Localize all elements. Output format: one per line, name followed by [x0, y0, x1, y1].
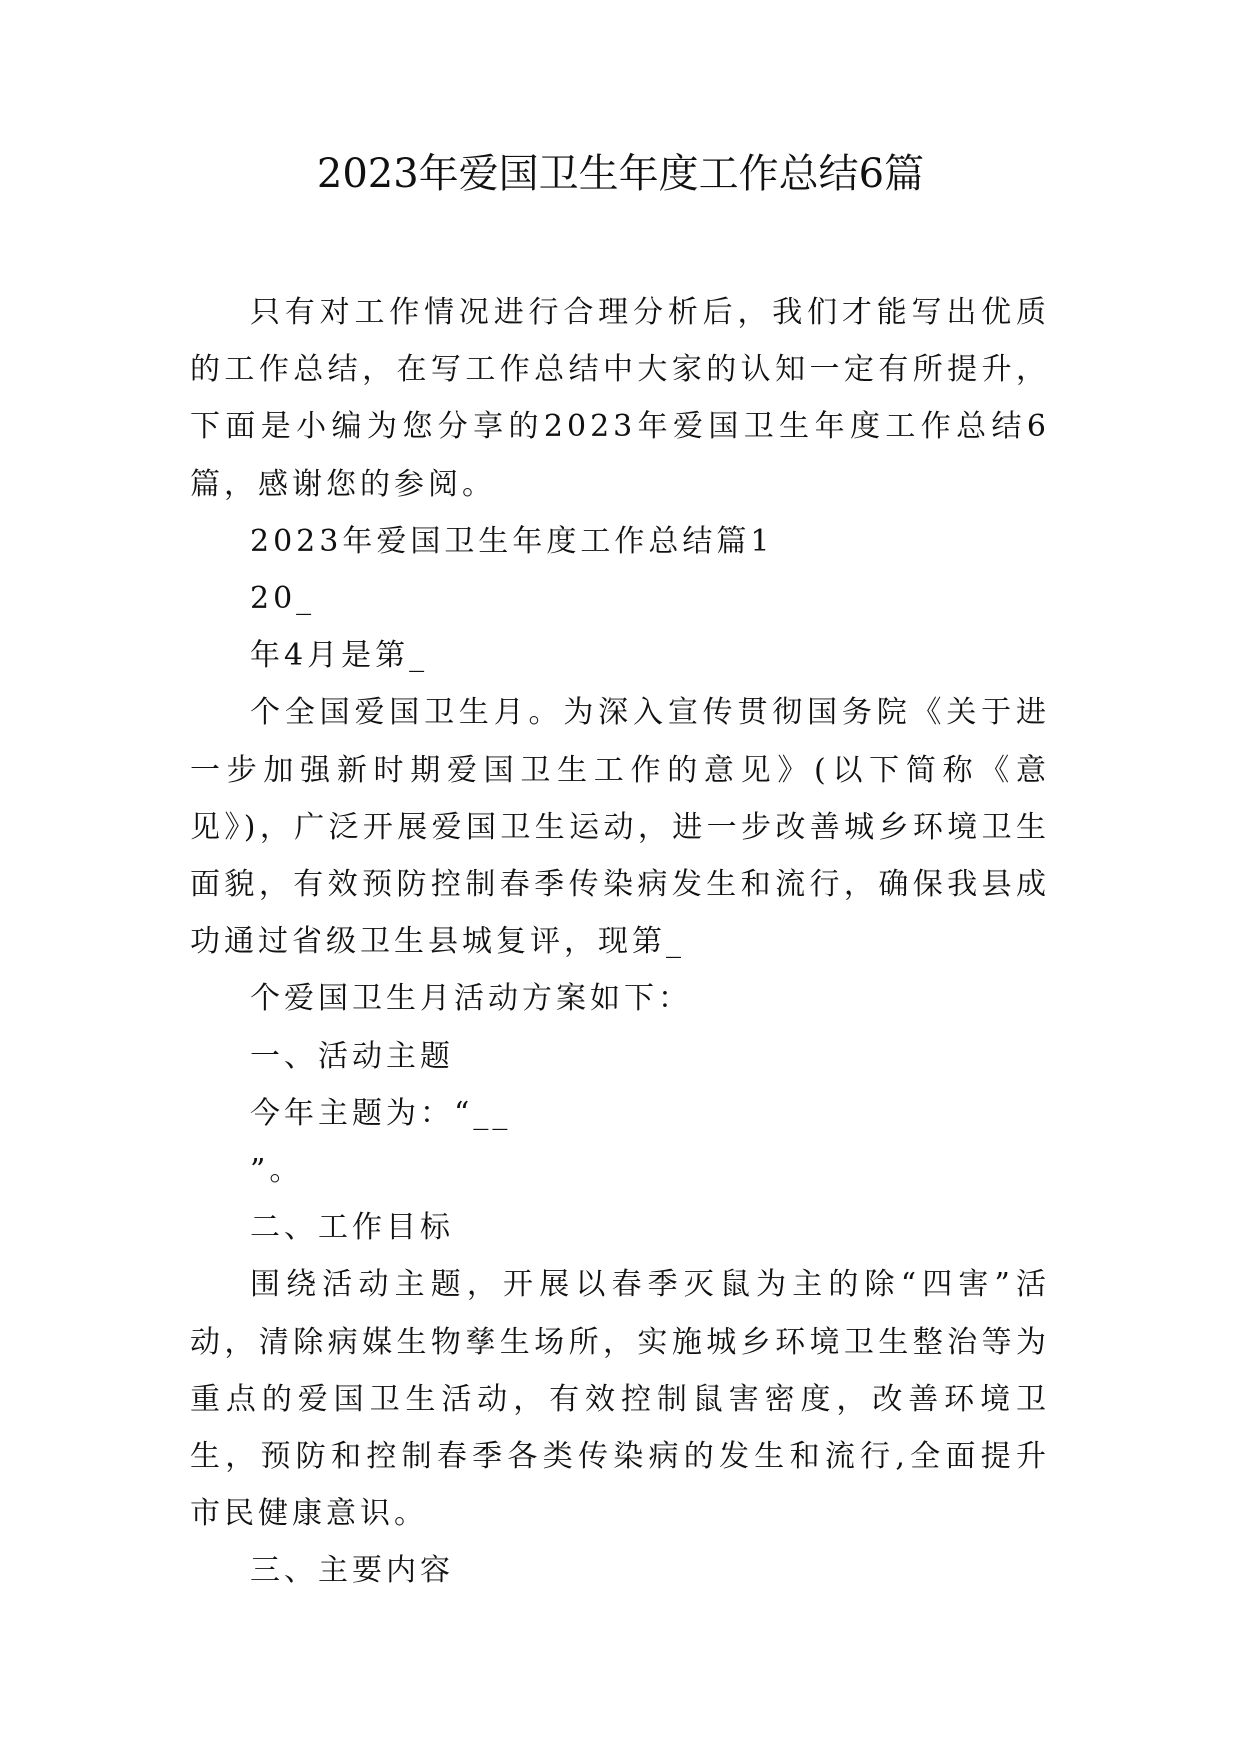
subheading: 三、主要内容	[250, 1553, 454, 1589]
intro-paragraph: 只有对工作情况进行合理分析后，我们才能写出优质的工作总结，在写工作总结中大家的认知一定有所提升，下面是小编为您分享的2023年爱国卫生年度工作总结6篇，感谢您的参阅。	[190, 295, 1050, 502]
paragraph: 今年主题为：“__	[250, 1095, 512, 1131]
paragraph: 年4月是第_	[250, 638, 429, 674]
subheading: 一、活动主题	[250, 1038, 454, 1074]
document-body	[190, 284, 1050, 1600]
section-heading: 2023年爱国卫生年度工作总结篇1	[250, 523, 774, 559]
paragraph: ”。	[250, 1153, 304, 1189]
subheading: 二、工作目标	[250, 1210, 454, 1246]
paragraph: 个全国爱国卫生月。为深入宣传贯彻国务院《关于进一步加强新时期爱国卫生工作的意见》(以下简称《意见》)，广泛开展爱国卫生运动，进一步改善城乡环境卫生面貌，有效预防控制春季传染病发生和流行，确保我县成功通过省级卫生县城复评，现第_	[190, 695, 1050, 960]
paragraph: 个爱国卫生月活动方案如下：	[250, 981, 692, 1017]
document-title: 2023年爱国卫生年度工作总结6篇	[316, 151, 925, 197]
paragraph: 围绕活动主题，开展以春季灭鼠为主的除“四害”活动，清除病媒生物孳生场所，实施城乡环境卫生整治等为重点的爱国卫生活动，有效控制鼠害密度，改善环境卫生，预防和控制春季各类传染病的发生和流行,全面提升市民健康意识。	[190, 1267, 1050, 1532]
paragraph: 20_	[250, 581, 316, 617]
